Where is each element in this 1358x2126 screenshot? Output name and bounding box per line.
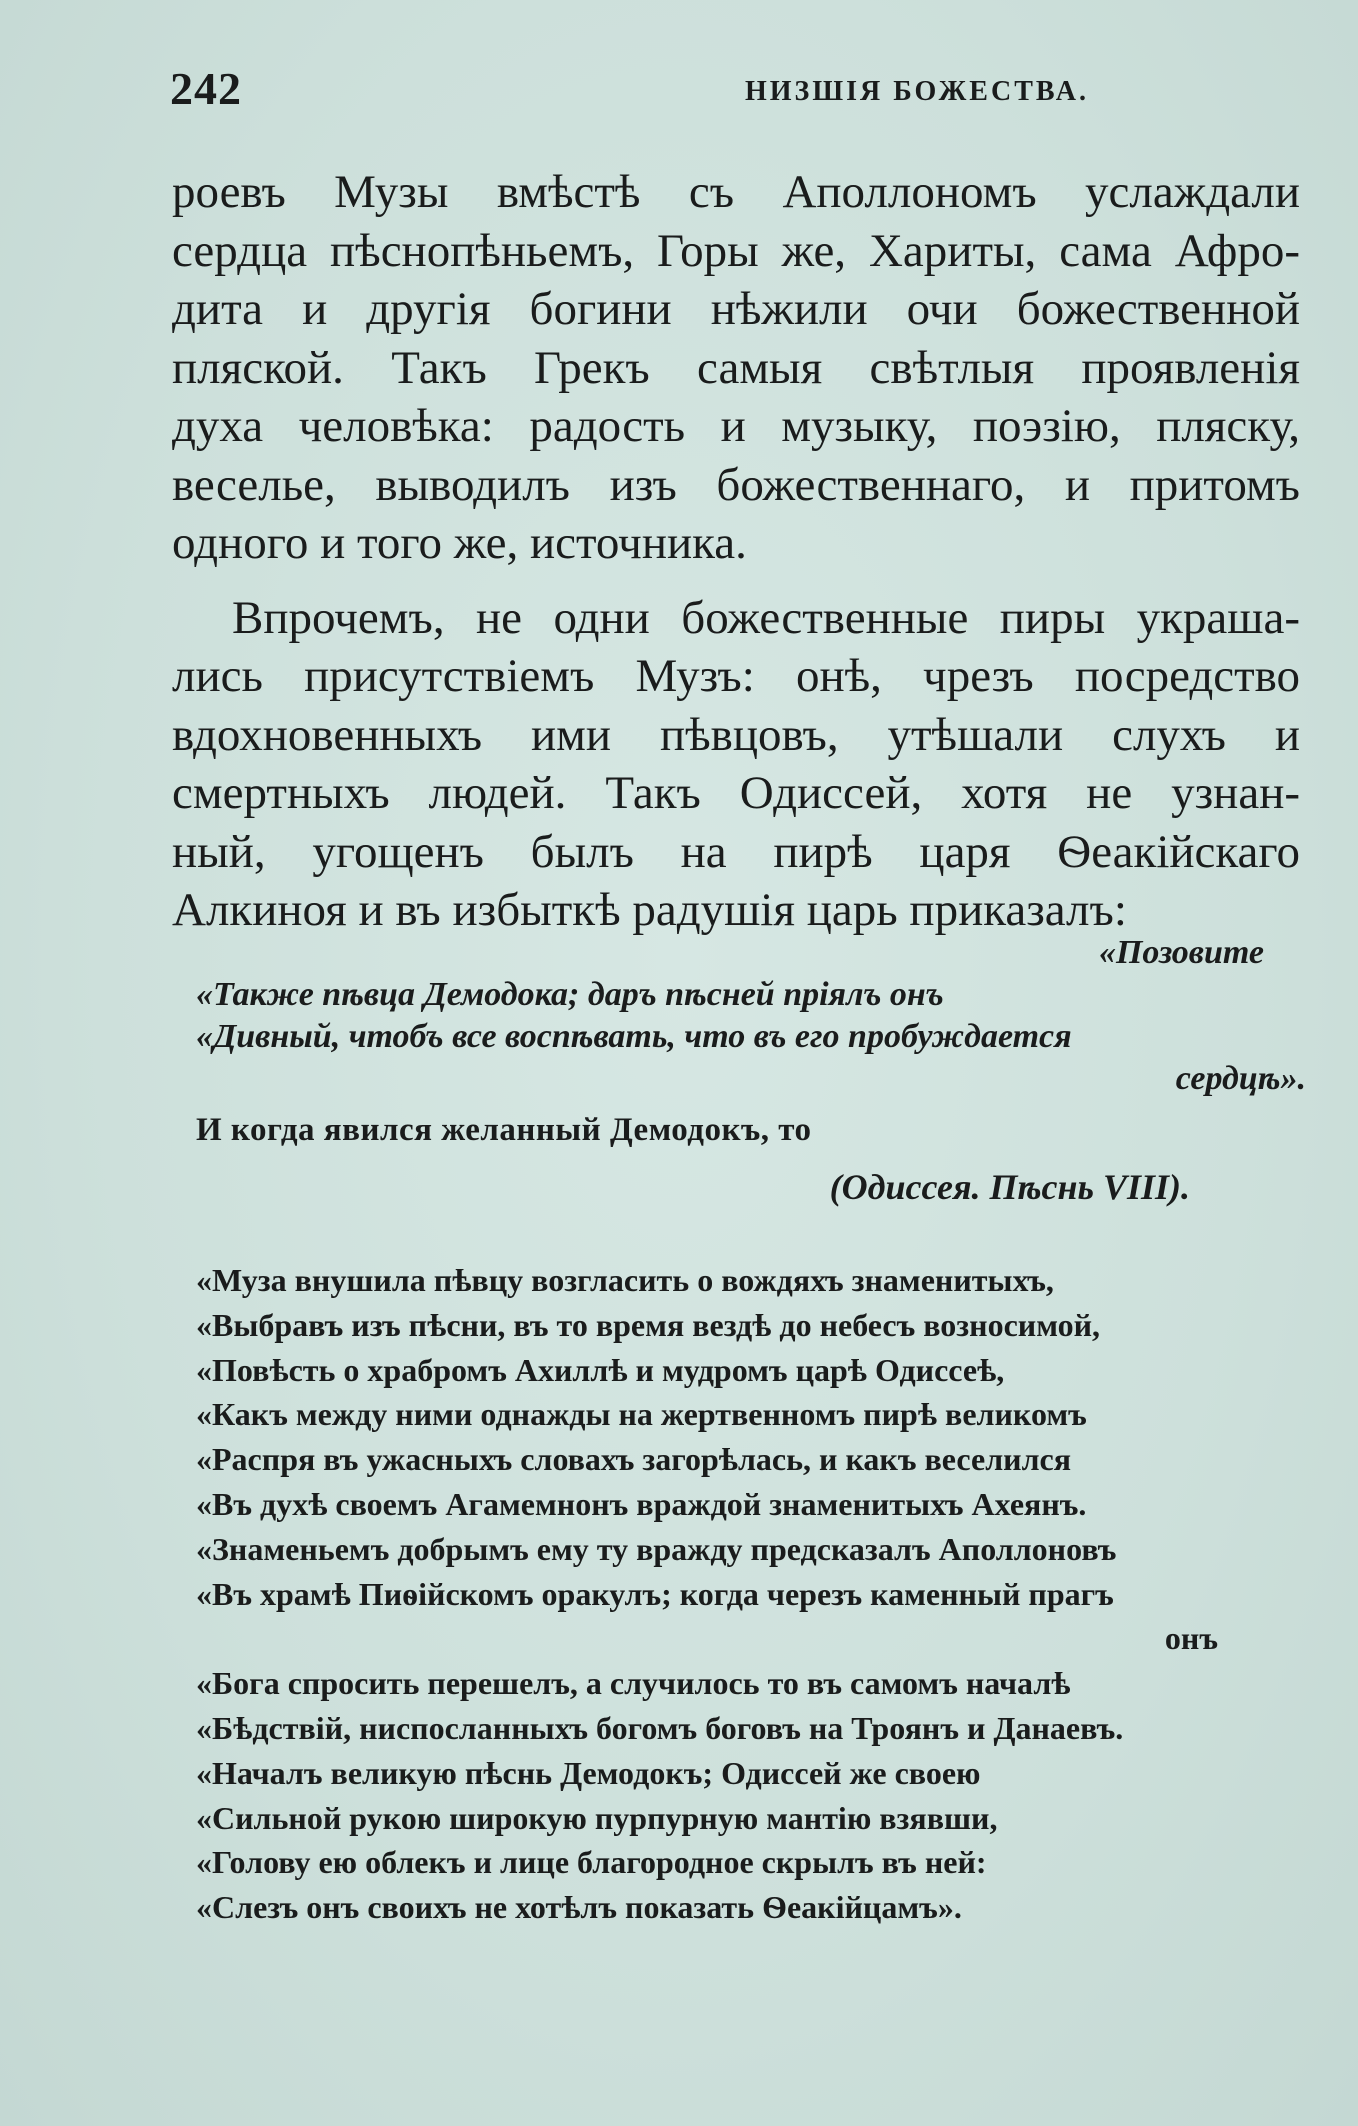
main-text — [172, 163, 1300, 940]
page-header — [170, 62, 1290, 122]
verse-line: «Какъ между ними однажды на жертвенномъ пирѣ великомъ — [196, 1396, 1087, 1433]
quote-line: «Позовите — [1098, 934, 1264, 971]
text-line: лись присутствіемъ Музъ: онѣ, чрезъ посредство — [172, 650, 1300, 702]
text-line: Впрочемъ, не одни божественные пиры украша- — [232, 591, 1300, 644]
paragraph-1 — [172, 163, 1300, 573]
text-line: вдохновенныхъ ими пѣвцовъ, утѣшали слухъ и — [172, 708, 1300, 761]
verse-line: «Сильной рукою широкую пурпурную мантію взявши, — [196, 1799, 998, 1836]
source-citation: (Одиссея. Пѣснь VIII). — [829, 1167, 1190, 1207]
verse-line: «Голову ею облекъ и лице благородное скрылъ въ ней: — [196, 1844, 987, 1881]
text-line: пляской. Такъ Грекъ самыя свѣтлыя проявленія — [172, 341, 1300, 394]
verse-line: «Повѣсть о храбромъ Ахиллѣ и мудромъ царѣ Одиссеѣ, — [196, 1351, 1005, 1388]
quote-line: сердцѣ». — [1175, 1060, 1306, 1097]
quote-line: «Также пѣвца Демодока; даръ пѣсней пріялъ онъ — [196, 976, 944, 1013]
page-number: 242 — [170, 63, 242, 114]
text-line: веселье, выводилъ изъ божественнаго, и притомъ — [172, 458, 1300, 511]
verse-line: «Распря въ ужасныхъ словахъ загорѣлась, и какъ веселился — [196, 1441, 1072, 1478]
verse-line: «Бѣдствій, ниспосланныхъ богомъ боговъ на Троянъ и Данаевъ. — [196, 1709, 1124, 1746]
transition-line: И когда явился желанный Демодокъ, то — [196, 1112, 812, 1148]
verse-line: «Началъ великую пѣснь Демодокъ; Одиссей же своею — [196, 1754, 981, 1791]
text-line: духа человѣка: радость и музыку, поэзію, пляску, — [172, 400, 1300, 452]
verse-line: «Знаменьемъ добрымъ ему ту вражду предсказалъ Аполлоновъ — [196, 1530, 1117, 1567]
running-head: НИЗШІЯ БОЖЕСТВА. — [745, 76, 1089, 107]
text-line: дита и другія богини нѣжили очи божественной — [172, 283, 1300, 335]
quote-block — [196, 932, 1306, 1100]
verse-line: «Въ духѣ своемъ Агамемнонъ враждой знаменитыхъ Ахеянъ. — [196, 1485, 1087, 1522]
verse-line: «Слезъ онъ своихъ не хотѣлъ показать Ѳеакійцамъ». — [196, 1889, 962, 1926]
text-line: роевъ Музы вмѣстѣ съ Аполлономъ услаждали — [172, 166, 1300, 218]
text-line: ный, угощенъ былъ на пирѣ царя Ѳеакійскаго — [172, 825, 1300, 878]
paragraph-2 — [172, 589, 1300, 940]
text-line: Алкиноя и въ избыткѣ радушія царь приказалъ: — [172, 884, 1127, 936]
quote-line: «Дивный, чтобъ все воспѣвать, что въ его пробуждается — [196, 1018, 1072, 1055]
verse-line: «Бога спросить перешелъ, а случилось то въ самомъ началѣ — [196, 1665, 1071, 1702]
verse-line-continuation: онъ — [1164, 1620, 1218, 1657]
text-line: одного и того же, источника. — [172, 517, 747, 569]
text-line: сердца пѣснопѣньемъ, Горы же, Хариты, сама Афро- — [172, 224, 1300, 277]
verse-line: «Муза внушила пѣвцу возгласить о вождяхъ знаменитыхъ, — [196, 1262, 1054, 1298]
verse-line: «Въ храмѣ Пиѳійскомъ оракулъ; когда черезъ каменный прагъ — [196, 1575, 1114, 1612]
verse-line: «Выбравъ изъ пѣсни, въ то время вездѣ до небесъ возносимой, — [196, 1306, 1101, 1343]
verse-block — [196, 1258, 1308, 1930]
text-line: смертныхъ людей. Такъ Одиссей, хотя не узнан- — [172, 767, 1300, 819]
